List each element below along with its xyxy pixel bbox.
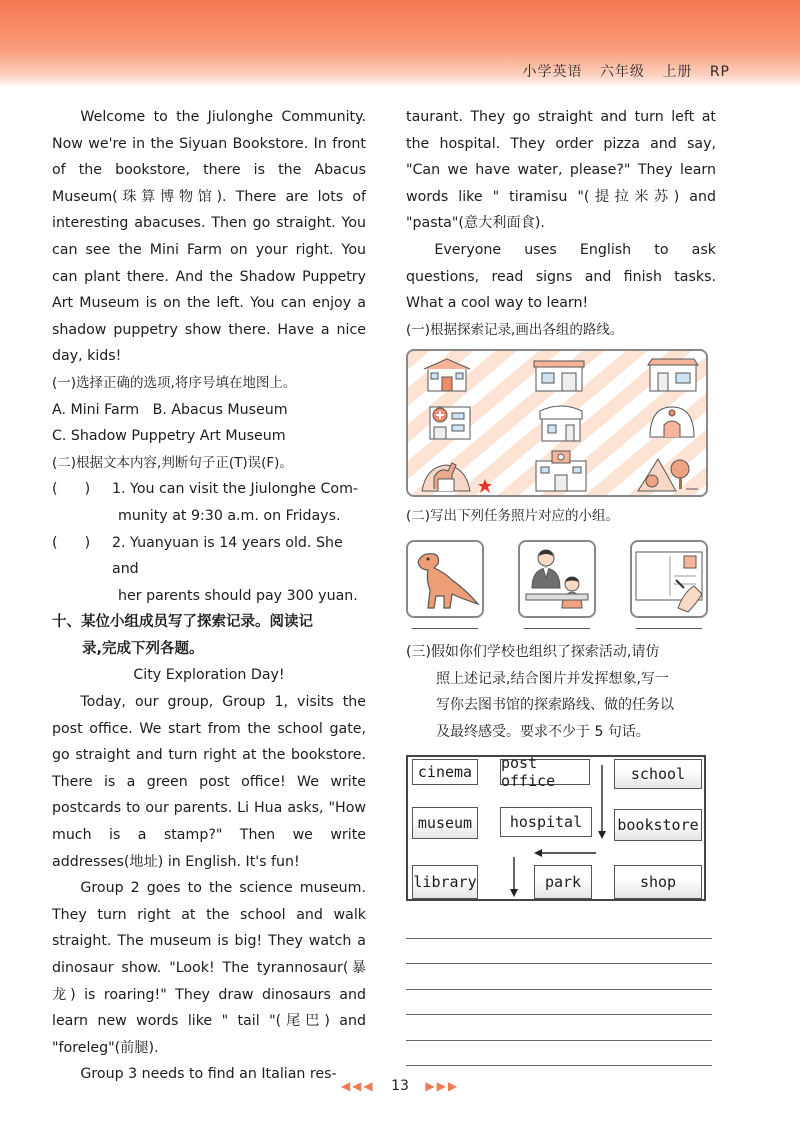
arrow-down-left	[510, 857, 518, 897]
task1-instruction: (一)选择正确的选项,将序号填在地图上。	[52, 374, 297, 391]
writing-line[interactable]	[406, 939, 712, 965]
picture-map[interactable]	[406, 349, 708, 497]
start-star-icon	[478, 479, 492, 493]
task-photos	[406, 540, 708, 618]
writing-line[interactable]	[406, 964, 712, 990]
cafe-building-icon	[646, 355, 700, 393]
story-title: City Exploration Day!	[133, 667, 285, 684]
people-stamp-icon	[520, 542, 594, 616]
task2-instruction: (二)根据文本内容,判断句子正(T)误(F)。	[52, 454, 293, 471]
header-edition: RP	[709, 64, 730, 80]
dinosaur-icon	[408, 542, 482, 616]
question-2-text: 2. Yuanyuan is 14 years old. She and	[112, 534, 343, 578]
answer-line-photo-1[interactable]	[412, 628, 478, 629]
options-a-b: A. Mini Farm B. Abacus Museum	[52, 401, 288, 418]
header-subject: 小学英语	[522, 64, 583, 80]
option-c: C. Shadow Puppetry Art Museum	[52, 428, 286, 445]
passage-community: Welcome to the Jiulonghe Community. Now we're in the Siyuan Bookstore. In front of the bookstore, there is the Abacus Museum(珠算博物馆). There are lots of interesting abacuses. Then go straight. You can see the Mini Farm on your right. You can plant there. And the Shadow Puppetry Art Museum is on the left. You can enjoy a shadow puppetry show there. Have a nice day, kids!	[52, 109, 366, 365]
photo-dinosaur	[406, 540, 484, 618]
bookstore-building-icon	[536, 399, 586, 443]
arrow-left	[534, 849, 596, 857]
task3-line-2: 照上述记录,结合图片并发挥想象,写一	[436, 670, 669, 687]
section-10-title-cont: 录,完成下列各题。	[82, 640, 204, 657]
clinic-building-icon	[426, 401, 474, 441]
postcard-writing-icon	[632, 542, 706, 616]
left-arrows-icon: ◀◀◀	[340, 1079, 375, 1093]
left-column	[52, 104, 366, 1088]
task3-line-3: 写你去图书馆的探索路线、做的任务以	[436, 697, 674, 714]
question-1-text: 1. You can visit the Jiulonghe Com-	[112, 481, 359, 498]
section-10-title: 十、某位小组成员写了探索记录。阅读记	[52, 614, 313, 631]
shop-building-icon	[532, 357, 586, 393]
right-arrows-icon: ▶▶▶	[425, 1079, 460, 1093]
museum-dome-icon	[644, 401, 700, 441]
paragraph-group-3-cont: taurant. They go straight and turn left at the hospital. They order pizza and say, "Can we have water, please?" They learn words like " tiramisu "(提拉米苏) and "pasta"(意大利面食).	[406, 109, 716, 232]
paragraph-group-3-start: Group 3 needs to find an Italian res-	[80, 1066, 337, 1083]
route-arrows	[408, 757, 708, 903]
writing-line[interactable]	[406, 1041, 712, 1067]
answer-line-photo-2[interactable]	[524, 628, 590, 629]
page-number: 13	[391, 1078, 409, 1094]
route-post-office: post office	[500, 759, 590, 785]
route-school: school	[614, 759, 702, 789]
route-cinema: cinema	[412, 759, 478, 785]
route-museum: museum	[412, 807, 478, 839]
arrow-down-right	[598, 765, 606, 839]
task3-line-4: 及最终感受。要求不少于 5 句话。	[436, 723, 650, 740]
photo-post-office	[518, 540, 596, 618]
route-library: library	[412, 865, 478, 899]
route-map	[406, 755, 706, 901]
photo-answer-blanks	[406, 628, 708, 629]
answer-line-photo-3[interactable]	[636, 628, 702, 629]
right-column	[406, 104, 716, 1066]
header-volume: 上册	[662, 64, 693, 80]
photo-postcard	[630, 540, 708, 618]
page-header	[510, 61, 730, 81]
writing-line[interactable]	[406, 1015, 712, 1041]
right-task3-instruction: (三)假如你们学校也组织了探索活动,请仿	[406, 643, 660, 660]
page-footer	[0, 1078, 800, 1094]
right-task2-instruction: (二)写出下列任务照片对应的小组。	[406, 508, 620, 525]
writing-line[interactable]	[406, 913, 712, 939]
route-hospital: hospital	[500, 807, 592, 837]
paragraph-ending: Everyone uses English to ask questions, read signs and finish tasks. What a cool way to learn!	[406, 241, 716, 312]
route-shop: shop	[614, 865, 702, 899]
school-building-icon	[532, 445, 590, 493]
route-park: park	[534, 865, 592, 899]
answer-blank-1[interactable]: ( )	[52, 481, 91, 498]
question-2	[52, 530, 366, 583]
writing-area[interactable]	[406, 913, 712, 1066]
header-grade: 六年级	[599, 64, 645, 80]
answer-blank-2[interactable]: ( )	[52, 534, 91, 551]
farm-trees-icon	[636, 449, 702, 493]
writing-line[interactable]	[406, 990, 712, 1016]
paragraph-group-1: Today, our group, Group 1, visits the post office. We start from the school gate, go straight and turn right at the bookstore. There is a green post office! We write postcards to our parents. Li Hua asks, "How much is a stamp?" Then we write addresses(地址) in English. It's fun!	[52, 694, 366, 870]
question-1-cont: munity at 9:30 a.m. on Fridays.	[118, 507, 341, 524]
hospital-building-icon	[422, 357, 472, 393]
route-bookstore: bookstore	[614, 809, 702, 841]
paragraph-group-2: Group 2 goes to the science museum. They turn right at the school and walk straight. The museum is big! They watch a dinosaur show. "Look! The tyrannosaur(暴龙) is roaring!" They draw dinosaurs and learn new words like " tail "(尾巴) and "foreleg"(前腿).	[52, 880, 366, 1056]
dinosaur-park-icon	[418, 449, 474, 493]
question-2-cont: her parents should pay 300 yuan.	[118, 587, 358, 604]
question-1	[52, 476, 366, 503]
right-task1-instruction: (一)根据探索记录,画出各组的路线。	[406, 321, 624, 338]
